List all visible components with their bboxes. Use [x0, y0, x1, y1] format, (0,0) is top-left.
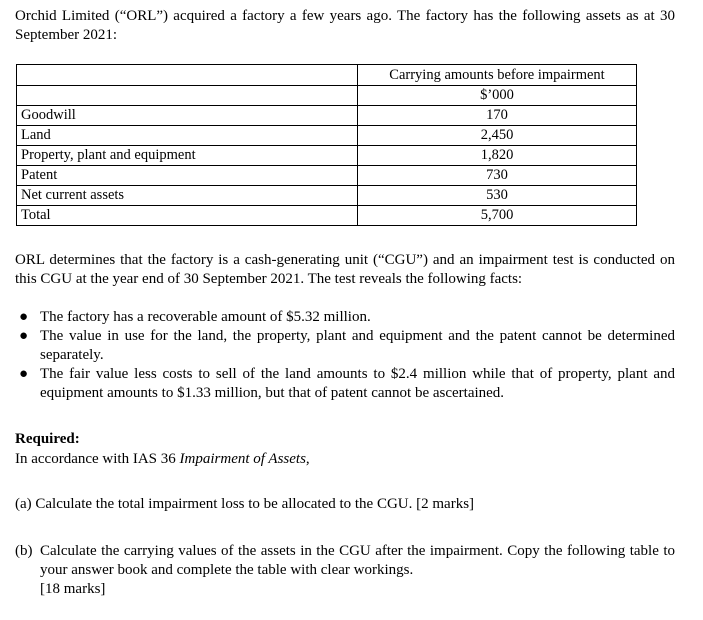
list-item — [15, 308, 675, 327]
table-row — [17, 186, 637, 206]
table-unit-row — [17, 86, 637, 106]
bullet-icon: ● — [19, 366, 29, 382]
table-row — [17, 126, 637, 146]
row-label: Goodwill — [17, 106, 358, 126]
standard-title: Impairment of Assets — [179, 451, 306, 467]
part-b-label: (b) — [15, 543, 33, 559]
row-value: 1,820 — [358, 146, 637, 166]
bullet-text: The factory has a recoverable amount of $5.32 million. — [40, 309, 371, 325]
row-value: 730 — [358, 166, 637, 186]
row-label: Land — [17, 126, 358, 146]
table-row — [17, 106, 637, 126]
facts-list — [15, 308, 675, 403]
list-item — [15, 327, 675, 365]
bullet-icon: ● — [19, 328, 29, 344]
part-b-marks: [18 marks] — [40, 581, 106, 597]
table-row — [17, 146, 637, 166]
table-header-row — [17, 65, 637, 86]
row-label: Total — [17, 206, 358, 226]
bullet-text: The fair value less costs to sell of the land amounts to $2.4 million while that of property, plant and equipment amounts to $1.33 million, but that of patent cannot be ascertained. — [40, 366, 675, 401]
row-label: Net current assets — [17, 186, 358, 206]
bullet-text: The value in use for the land, the property, plant and equipment and the patent cannot be determined separately. — [40, 328, 675, 363]
part-a-question: (a) Calculate the total impairment loss to be allocated to the CGU. [2 marks] — [15, 496, 475, 512]
required-heading: Required: — [15, 431, 80, 447]
list-item — [15, 365, 675, 403]
table-row-total — [17, 206, 637, 226]
part-b-question — [15, 542, 675, 599]
row-value: 530 — [358, 186, 637, 206]
row-value: 170 — [358, 106, 637, 126]
header-carrying-amounts: Carrying amounts before impairment — [358, 65, 637, 86]
row-label: Patent — [17, 166, 358, 186]
bullet-icon: ● — [19, 309, 29, 325]
unit-blank-cell — [17, 86, 358, 106]
table-row — [17, 166, 637, 186]
unit-cell: $’000 — [358, 86, 637, 106]
assets-table — [16, 64, 637, 226]
header-blank-cell — [17, 65, 358, 86]
row-value: 2,450 — [358, 126, 637, 146]
row-value: 5,700 — [358, 206, 637, 226]
facts-paragraph: ORL determines that the factory is a cash-generating unit (“CGU”) and an impairment test is conducted on this CGU at the year end of 30 September 2021. The test reveals the following facts: — [15, 252, 675, 287]
part-b-text: Calculate the carrying values of the assets in the CGU after the impairment. Copy the following table to your answer book and complete the table with clear workings. — [40, 543, 675, 578]
required-instruction: In accordance with IAS 36 Impairment of Assets, — [15, 451, 310, 467]
row-label: Property, plant and equipment — [17, 146, 358, 166]
intro-paragraph: Orchid Limited (“ORL”) acquired a factory a few years ago. The factory has the following assets as at 30 September 2021: — [15, 8, 675, 43]
